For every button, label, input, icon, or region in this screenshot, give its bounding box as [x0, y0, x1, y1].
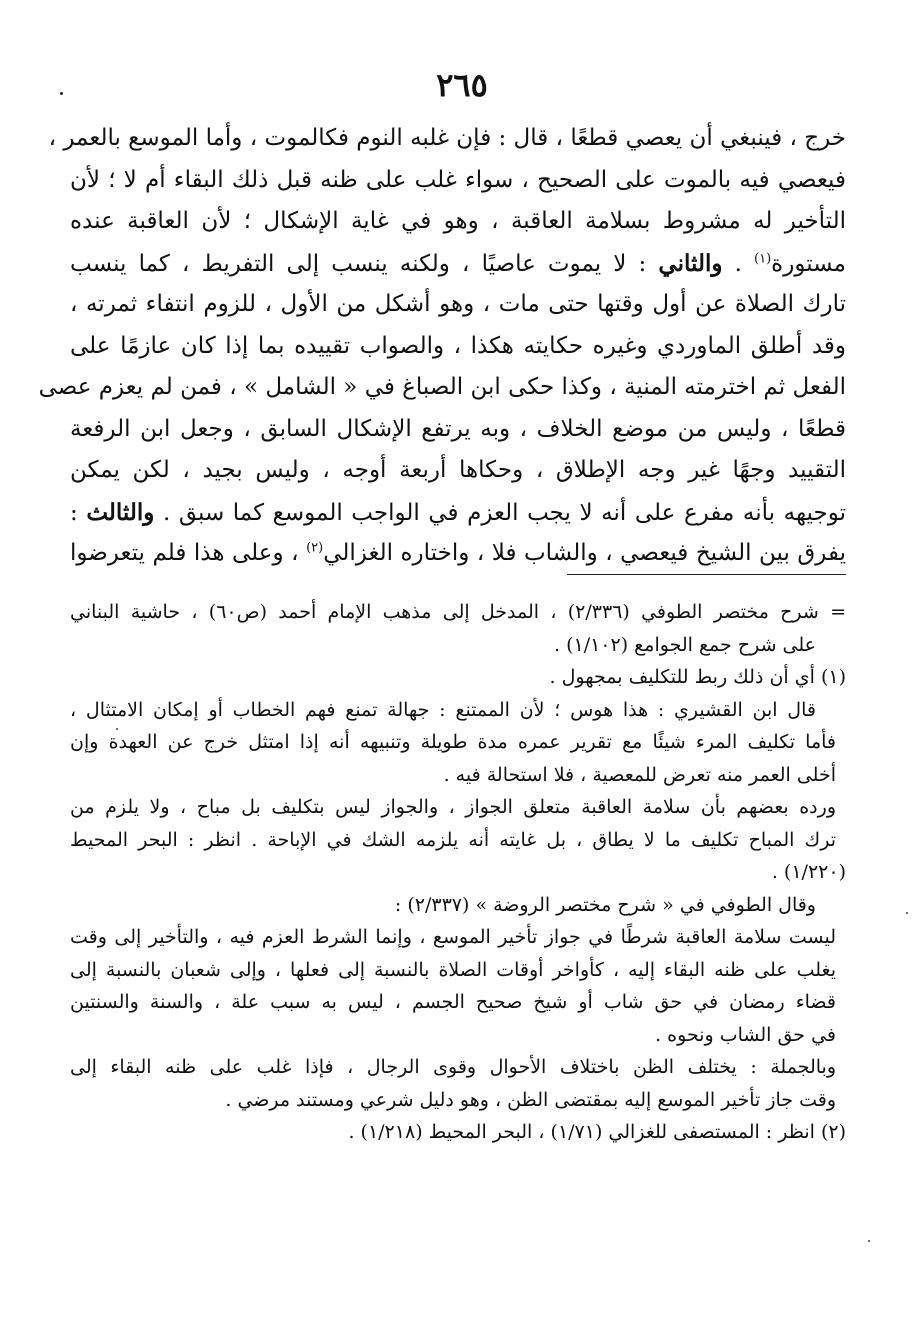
footnote-continuation-line-1: = شرح مختصر الطوفي (٢/٣٣٦) ، المدخل إلى مذهب الإمام أحمد (ص٦٠) ، حاشية البناني — [70, 601, 846, 623]
footnote-1-line-13: وبالجملة : يختلف الظن باختلاف الأحوال وقوى الرجال ، فإذا غلب على ظنه البقاء إلى — [70, 1056, 836, 1078]
footnote-1-line-6: ترك المباح تكليف ما لا يطاق ، بل غايته أنه يلزمه الشك في الإباحة . انظر : البحر المحيط — [70, 828, 836, 851]
ink-speck — [60, 92, 63, 95]
body-line-5: تارك الصلاة عن أول وقتها حتى مات ، وهو أشكل من الأول ، للزوم انتفاء ثمرته ، — [70, 291, 846, 317]
ink-speck — [906, 912, 908, 914]
footnote-separator — [567, 574, 846, 575]
body-line-4-end: : لا يموت عاصيًا ، ولكنه ينسب إلى التفريط ، كما ينسب — [70, 250, 659, 277]
footnote-ref-1[interactable]: (١) — [754, 250, 772, 266]
body-line-6: وقد أطلق الماوردي وغيره حكايته هكذا ، والصواب تقييده بما إذا كان عازمًا على — [70, 332, 846, 359]
body-line-10 — [70, 492, 846, 534]
ink-speck — [116, 728, 118, 730]
body-line-1: خرج ، فينبغي أن يعصي قطعًا ، قال : فإن غلبه النوم فكالموت ، وأما الموسع بالعمر ، — [48, 125, 846, 151]
term-third-opinion: والثالث — [86, 498, 155, 526]
page-number: ٢٦٥ — [436, 66, 488, 104]
footnote-1-line-8: وقال الطوفي في « شرح مختصر الروضة » (٢/٣٣٧) : — [394, 893, 816, 916]
footnotes-section — [70, 596, 846, 1149]
body-line-4-start: مستورة — [771, 250, 846, 277]
body-line-11 — [70, 533, 846, 575]
footnote-2-line-1: (٢) انظر : المستصفى للغزالي (١/٧١) ، البحر المحيط (١/٢١٨) . — [348, 1121, 846, 1143]
footnote-1-line-5: ورده بعضهم بأن سلامة العاقبة متعلق الجواز ، والجواز ليس بتكليف بل مباح ، ولا يلزم من — [70, 796, 836, 818]
body-line-3: التأخير له مشروط بسلامة العاقبة ، وهو في غاية الإشكال ؛ لأن العاقبة عنده — [70, 208, 846, 234]
footnote-continuation-line-2: على شرح جمع الجوامع (١/١٠٢) . — [554, 633, 816, 656]
footnote-1-line-10: يغلب على ظنه البقاء إليه ، كأواخر أوقات الصلاة بالنسبة إلى فعلها ، وإلى شعبان بالنسبة إلى — [70, 958, 836, 981]
footnote-1-line-7: (١/٢٢٠) . — [771, 861, 846, 883]
footnote-1-line-14: وقت جاز تأخير الموسع إليه بمقتضى الظن ، وهو دليل شرعي ومستند مرضي . — [225, 1088, 836, 1111]
footnote-1-line-9: ليست سلامة العاقبة شرطًا في جواز تأخير الموسع ، وإنما الشرط العزم فيه ، والتأخير إلى وقت — [70, 926, 836, 948]
footnote-1-line-12: في حق الشاب ونحوه . — [655, 1023, 836, 1046]
body-line-7: الفعل ثم اخترمته المنية ، وكذا حكى ابن الصباغ في « الشامل » ، فمن لم يعزم عصى — [38, 374, 846, 400]
footnote-1-line-11: قضاء رمضان في حق شاب أو شيخ صحيح الجسم ، ليس به سبب علة ، والسنة والسنتين — [70, 991, 836, 1013]
body-line-4 — [70, 243, 846, 285]
body-line-11-end: ، وعلى هذا فلم يتعرضوا — [70, 540, 307, 566]
footnote-1-line-1: (١) أي أن ذلك ربط للتكليف بمجهول . — [549, 666, 846, 688]
body-line-4-sep: . — [722, 250, 755, 277]
footnote-1-line-3: فأما تكليف المرء شيئًا مع تقرير عمره مدة طويلة وتنبيهه أنه إذا امتثل خرج عن العهدة وإن — [70, 731, 836, 753]
main-body-text — [38, 118, 846, 575]
footnote-2-marker: (٢) — [820, 1121, 846, 1143]
footnote-ref-2[interactable]: (٢) — [306, 540, 324, 556]
footnote-1-marker: (١) — [820, 666, 846, 688]
body-line-2: فيعصي فيه بالموت على الصحيح ، سواء غلب على ظنه قبل ذلك البقاء أم لا ؛ لأن — [70, 166, 846, 193]
body-line-8: قطعًا ، وليس من موضع الخلاف ، وبه يرتفع الإشكال السابق ، وجعل ابن الرفعة — [70, 415, 846, 442]
footnote-1-line-4: أخلى العمر منه تعرض للمعصية ، فلا استحالة فيه . — [443, 763, 836, 786]
body-line-11-start: يفرق بين الشيخ فيعصي ، والشاب فلا ، واختاره الغزالي — [323, 540, 846, 566]
body-line-10-start: توجيهه بأنه مفرع على أنه لا يجب العزم في الواجب الموسع كما سبق . — [154, 499, 846, 526]
term-second-opinion: والثاني — [658, 249, 723, 277]
footnote-1-line-2: قال ابن القشيري : هذا هوس ؛ لأن الممتنع : جهالة تمنع فهم الخطاب أو إمكان الامتثال ، — [70, 698, 816, 721]
body-line-9: التقييد وجهًا غير وجه الإطلاق ، وحكاها أربعة أوجه ، وليس بجيد ، لكن يمكن — [70, 457, 846, 483]
ink-speck — [868, 1240, 870, 1242]
body-line-10-end: : — [70, 499, 87, 526]
